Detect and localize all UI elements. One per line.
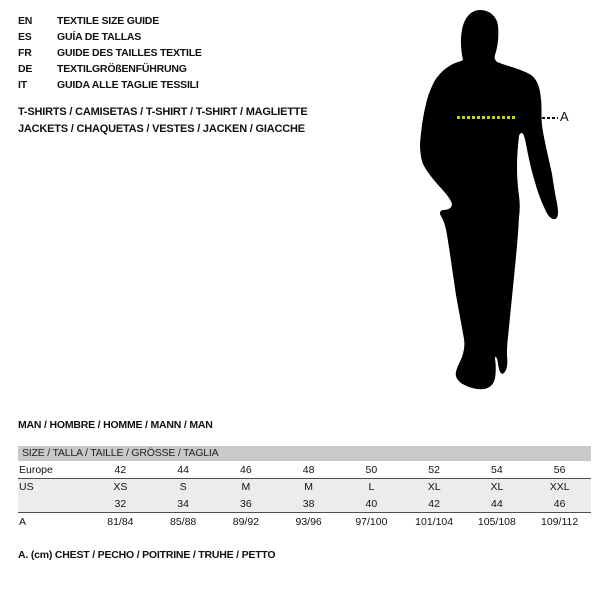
lang-label: TEXTILE SIZE GUIDE (57, 15, 159, 27)
lang-code: EN (18, 15, 33, 27)
lang-code: FR (18, 47, 32, 59)
language-list (18, 13, 202, 93)
category-block (18, 104, 307, 138)
size-cell: 36 (240, 497, 252, 510)
size-cell: 38 (302, 497, 315, 510)
size-cell: 40 (365, 497, 378, 510)
chest-measure-dash-outside (542, 117, 558, 119)
lang-row-it (18, 77, 202, 93)
lang-label: GUIDE DES TAILLES TEXTILE (57, 47, 202, 59)
lang-row-en (18, 13, 202, 29)
footnote-chest-legend: A. (cm) CHEST / PECHO / POITRINE / TRUHE / PETTO (18, 549, 276, 561)
row-label: Europe (19, 463, 53, 476)
table-row-europe (18, 461, 591, 479)
size-cell: 85/88 (169, 515, 197, 528)
man-silhouette-svg (390, 0, 575, 400)
table-header-bar: SIZE / TALLA / TAILLE / GRÖSSE / TAGLIA (18, 446, 591, 461)
size-cell: 42 (428, 497, 440, 510)
lang-row-fr (18, 45, 202, 61)
size-cell: S (179, 481, 187, 493)
size-cell: L (368, 481, 375, 493)
size-cell: 34 (177, 497, 189, 510)
size-cell: 46 (553, 497, 566, 510)
size-cell: 89/92 (232, 515, 260, 528)
row-label: US (19, 481, 34, 493)
size-cell: 46 (240, 463, 252, 476)
size-cell: 32 (114, 497, 127, 510)
size-cell: M (304, 481, 313, 493)
size-cell: 54 (491, 463, 503, 476)
size-cell: 81/84 (107, 515, 134, 528)
size-cell: XXL (549, 481, 570, 493)
size-cell: 56 (553, 463, 566, 476)
size-cell: XL (427, 481, 441, 493)
size-cell: 97/100 (355, 515, 388, 528)
size-cell: 44 (491, 497, 503, 510)
section-title-man: MAN / HOMBRE / HOMME / MANN / MAN (18, 419, 213, 431)
table-row-numeric (18, 495, 591, 513)
lang-label: TEXTILGRÖßENFÜHRUNG (57, 63, 187, 75)
lang-label: GUIDA ALLE TAGLIE TESSILI (57, 79, 199, 91)
size-cell: 93/96 (295, 515, 322, 528)
lang-label: GUÍA DE TALLAS (57, 31, 142, 43)
size-cell: 109/112 (541, 515, 579, 528)
measure-label-a: A (560, 109, 569, 124)
size-cell: 52 (428, 463, 440, 476)
size-cell: 50 (365, 463, 378, 476)
size-cell: 42 (114, 463, 127, 476)
category-tshirts: T-SHIRTS / CAMISETAS / T-SHIRT / T-SHIRT / MAGLIETTE (18, 106, 308, 118)
lang-code: ES (18, 31, 32, 43)
size-cell: 101/104 (415, 515, 454, 528)
lang-row-es (18, 29, 202, 45)
chest-measure-dash-on-body (457, 116, 516, 119)
table-row-chest-a (18, 513, 591, 530)
lang-row-de (18, 61, 202, 77)
size-cell: 44 (177, 463, 189, 476)
lang-code: DE (18, 63, 33, 75)
size-table (18, 446, 591, 530)
size-cell: XL (490, 481, 504, 493)
size-cell: 48 (302, 463, 315, 476)
row-label: A (19, 515, 27, 528)
table-row-us (18, 479, 591, 495)
man-silhouette-path (420, 10, 558, 389)
man-silhouette-figure (390, 0, 575, 400)
size-cell: 105/108 (477, 515, 516, 528)
lang-code: IT (18, 79, 27, 91)
size-cell: M (241, 481, 251, 493)
category-jackets: JACKETS / CHAQUETAS / VESTES / JACKEN / GIACCHE (18, 123, 305, 135)
size-cell: XS (113, 481, 128, 493)
